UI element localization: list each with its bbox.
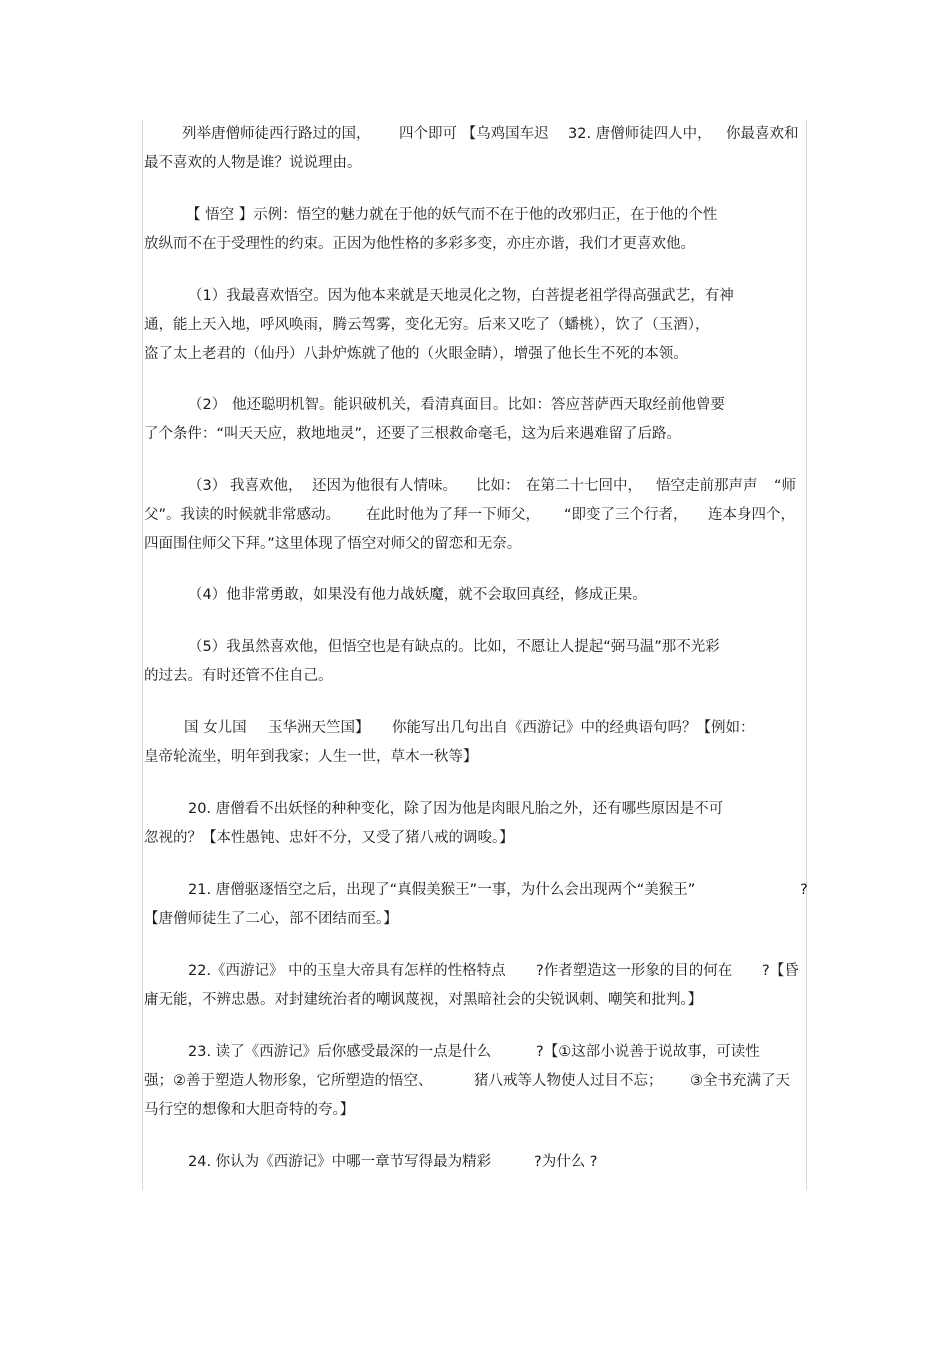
text-segment: 32. 唐僧师徒四人中， [568,126,712,142]
text-segment: 20. 唐僧看不出妖怪的种种变化，除了因为他是肉眼凡胎之外，还有哪些原因是不可 [188,801,724,817]
text-segment: 23. 读了《西游记》后你感受最深的一点是什么 [188,1044,492,1060]
text-segment: 父”。我读的时候就非常感动。 [144,507,341,523]
text-segment: 比如： [476,478,520,494]
text-segment: 通，能上天入地，呼风唤雨，腾云驾雾，变化无穷。后来又吃了（蟠桃），饮了（玉酒）， [144,317,710,333]
text-segment: ? [800,882,808,898]
text-segment: 四个即可 【乌鸡国车迟 [399,126,549,142]
text-segment: （5）我虽然喜欢他，但悟空也是有缺点的。比如，不愿让人提起“弼马温”那不光彩 [188,639,720,655]
text-segment: 【唐僧师徒生了二心，部不团结而至。】 [144,911,398,927]
text-segment: ③全书充满了天 [690,1073,790,1089]
text-segment: 猪八戒等人物使人过目不忘； [474,1073,663,1089]
text-segment: 放纵而不在于受理性的约束。正因为他性格的多彩多变，亦庄亦谐，我们才更喜欢他。 [144,236,695,252]
text-segment: 22.《西游记》 中的玉皇大帝具有怎样的性格特点 [188,963,506,979]
text-segment: （3） [188,478,227,494]
text-segment: 在第二十七回中， [526,478,642,494]
text-segment: ?【昏 [762,963,799,979]
text-segment: 玉华洲天竺国】 [268,720,370,736]
text-segment: 24. 你认为《西游记》中哪一章节写得最为精彩 [188,1154,492,1170]
text-segment: 他还聪明机智。能识破机关，看清真面目。比如：答应菩萨西天取经前他曾要 [232,397,725,413]
page-right-border [806,120,807,1190]
text-segment: （1）我最喜欢悟空。因为他本来就是天地灵化之物，白菩提老祖学得高强武艺，有神 [188,288,734,304]
text-segment: 连本身四个， [708,507,795,523]
text-segment: 四面围住师父下拜。”这里体现了悟空对师父的留恋和无奈。 [144,536,522,552]
text-segment: 庸无能，不辨忠愚。对封建统治者的嘲讽蔑视，对黑暗社会的尖锐讽刺、嘲笑和批判。】 [144,992,703,1008]
text-segment: 忽视的？【本性愚钝、忠奸不分，又受了猪八戒的调唆。】 [144,830,514,846]
text-segment: 21. 唐僧驱逐悟空之后，出现了“真假美猴王”一事，为什么会出现两个“美猴王” [188,882,696,898]
page-left-border [142,120,143,1190]
text-segment: 皇帝轮流坐，明年到我家；人生一世，草木一秋等】 [144,749,478,765]
text-segment: （2） [188,397,227,413]
text-segment: （4）他非常勇敢，如果没有他力战妖魔，就不会取回真经，修成正果。 [188,587,647,603]
text-segment: 的过去。有时还管不住自己。 [144,668,333,684]
text-segment: 我喜欢他， [230,478,303,494]
text-segment: ?为什么 ? [534,1154,598,1170]
text-segment: 最不喜欢的人物是谁？说说理由。 [144,155,362,171]
text-segment: 盗了太上老君的（仙丹）八卦炉炼就了他的（火眼金睛），增强了他长生不死的本领。 [144,346,688,362]
text-segment: ?【①这部小说善于说故事，可读性 [536,1044,760,1060]
text-segment: 了个条件：“叫天天应，救地地灵”，还要了三根救命毫毛，这为后来遇难留了后路。 [144,426,682,442]
text-segment: 列举唐僧师徒西行路过的国， [182,126,371,142]
text-segment: 国 女儿国 [184,720,247,736]
text-segment: 强；②善于塑造人物形象，它所塑造的悟空、 [144,1073,433,1089]
text-segment: 悟空走前那声声 [656,478,758,494]
text-segment: 在此时他为了拜一下师父， [366,507,540,523]
text-segment: 你能写出几句出自《西游记》中的经典语句吗？【例如： [392,720,755,736]
text-segment: “即变了三个行者， [564,507,688,523]
text-segment: 【 悟空 】示例：悟空的魅力就在于他的妖气而不在于他的改邪归正，在于他的个性 [186,207,718,223]
text-segment: 马行空的想像和大胆奇特的夸。】 [144,1102,355,1118]
text-segment: 你最喜欢和 [726,126,799,142]
text-segment: 还因为他很有人情味。 [312,478,457,494]
text-segment: ?作者塑造这一形象的目的何在 [536,963,733,979]
text-segment: “师 [774,478,797,494]
